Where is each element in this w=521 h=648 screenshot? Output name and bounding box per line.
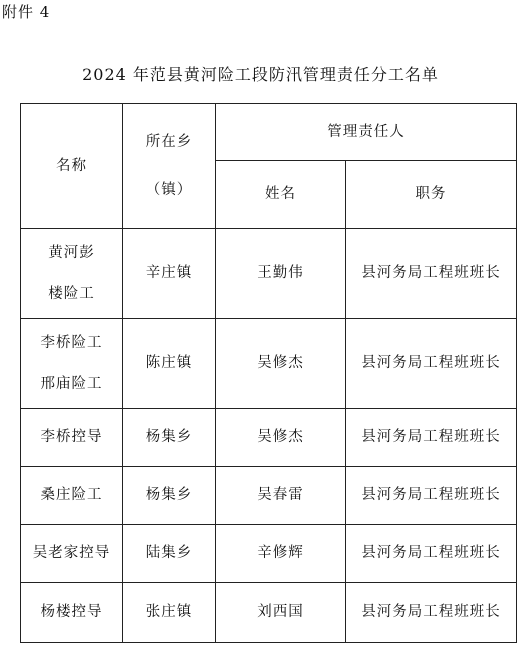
table-row [21, 467, 517, 525]
row-name-cell: 李桥控导 [21, 409, 123, 467]
header-person-name [216, 161, 346, 229]
table-row [21, 525, 517, 583]
table-row [21, 229, 517, 319]
row-person-cell: 辛修辉 [216, 525, 346, 583]
row-person-cell: 刘西国 [216, 583, 346, 643]
row-name-cell: 吴老家控导 [21, 525, 123, 583]
row-name-line: 邢庙险工 [40, 375, 103, 392]
attachment-label: 附件 4 [2, 3, 51, 21]
table-row [21, 583, 517, 643]
header-township [123, 104, 216, 229]
header-position [346, 161, 517, 229]
row-position-cell: 县河务局工程班班长 [346, 525, 517, 583]
row-township-cell: 杨集乡 [123, 409, 216, 467]
row-township-cell: 杨集乡 [123, 467, 216, 525]
table-row [21, 409, 517, 467]
row-township-cell: 陆集乡 [123, 525, 216, 583]
header-township-line2: （镇） [145, 182, 193, 198]
row-name-line: 黄河彭 [48, 245, 95, 262]
row-name-cell [21, 229, 123, 319]
row-township-cell: 张庄镇 [123, 583, 216, 643]
header-responsible [216, 104, 517, 161]
row-person-cell: 王勤伟 [216, 229, 346, 319]
header-township-line1: 所在乡 [145, 133, 193, 150]
header-person-name-label: 姓名 [265, 186, 296, 203]
row-township-cell: 陈庄镇 [123, 319, 216, 409]
header-row-1 [21, 104, 517, 161]
header-position-label: 职务 [415, 186, 447, 203]
row-name-line: 李桥险工 [40, 335, 103, 352]
row-position-cell: 县河务局工程班班长 [346, 583, 517, 643]
header-name-label: 名称 [56, 157, 87, 174]
header-name [21, 104, 123, 229]
table-row [21, 319, 517, 409]
row-name-cell: 桑庄险工 [21, 467, 123, 525]
row-position-cell: 县河务局工程班班长 [346, 229, 517, 319]
row-position-cell: 县河务局工程班班长 [346, 409, 517, 467]
responsibility-table [20, 103, 517, 643]
row-person-cell: 吴修杰 [216, 319, 346, 409]
row-name-line: 楼险工 [48, 285, 95, 302]
row-name-cell: 杨楼控导 [21, 583, 123, 643]
row-position-cell: 县河务局工程班班长 [346, 319, 517, 409]
row-person-cell: 吴修杰 [216, 409, 346, 467]
row-position-cell: 县河务局工程班班长 [346, 467, 517, 525]
row-township-cell: 辛庄镇 [123, 229, 216, 319]
row-person-cell: 吴春雷 [216, 467, 346, 525]
document-title: 2024 年范县黄河险工段防汛管理责任分工名单 [82, 65, 439, 84]
row-name-cell [21, 319, 123, 409]
header-responsible-label: 管理责任人 [327, 123, 405, 140]
